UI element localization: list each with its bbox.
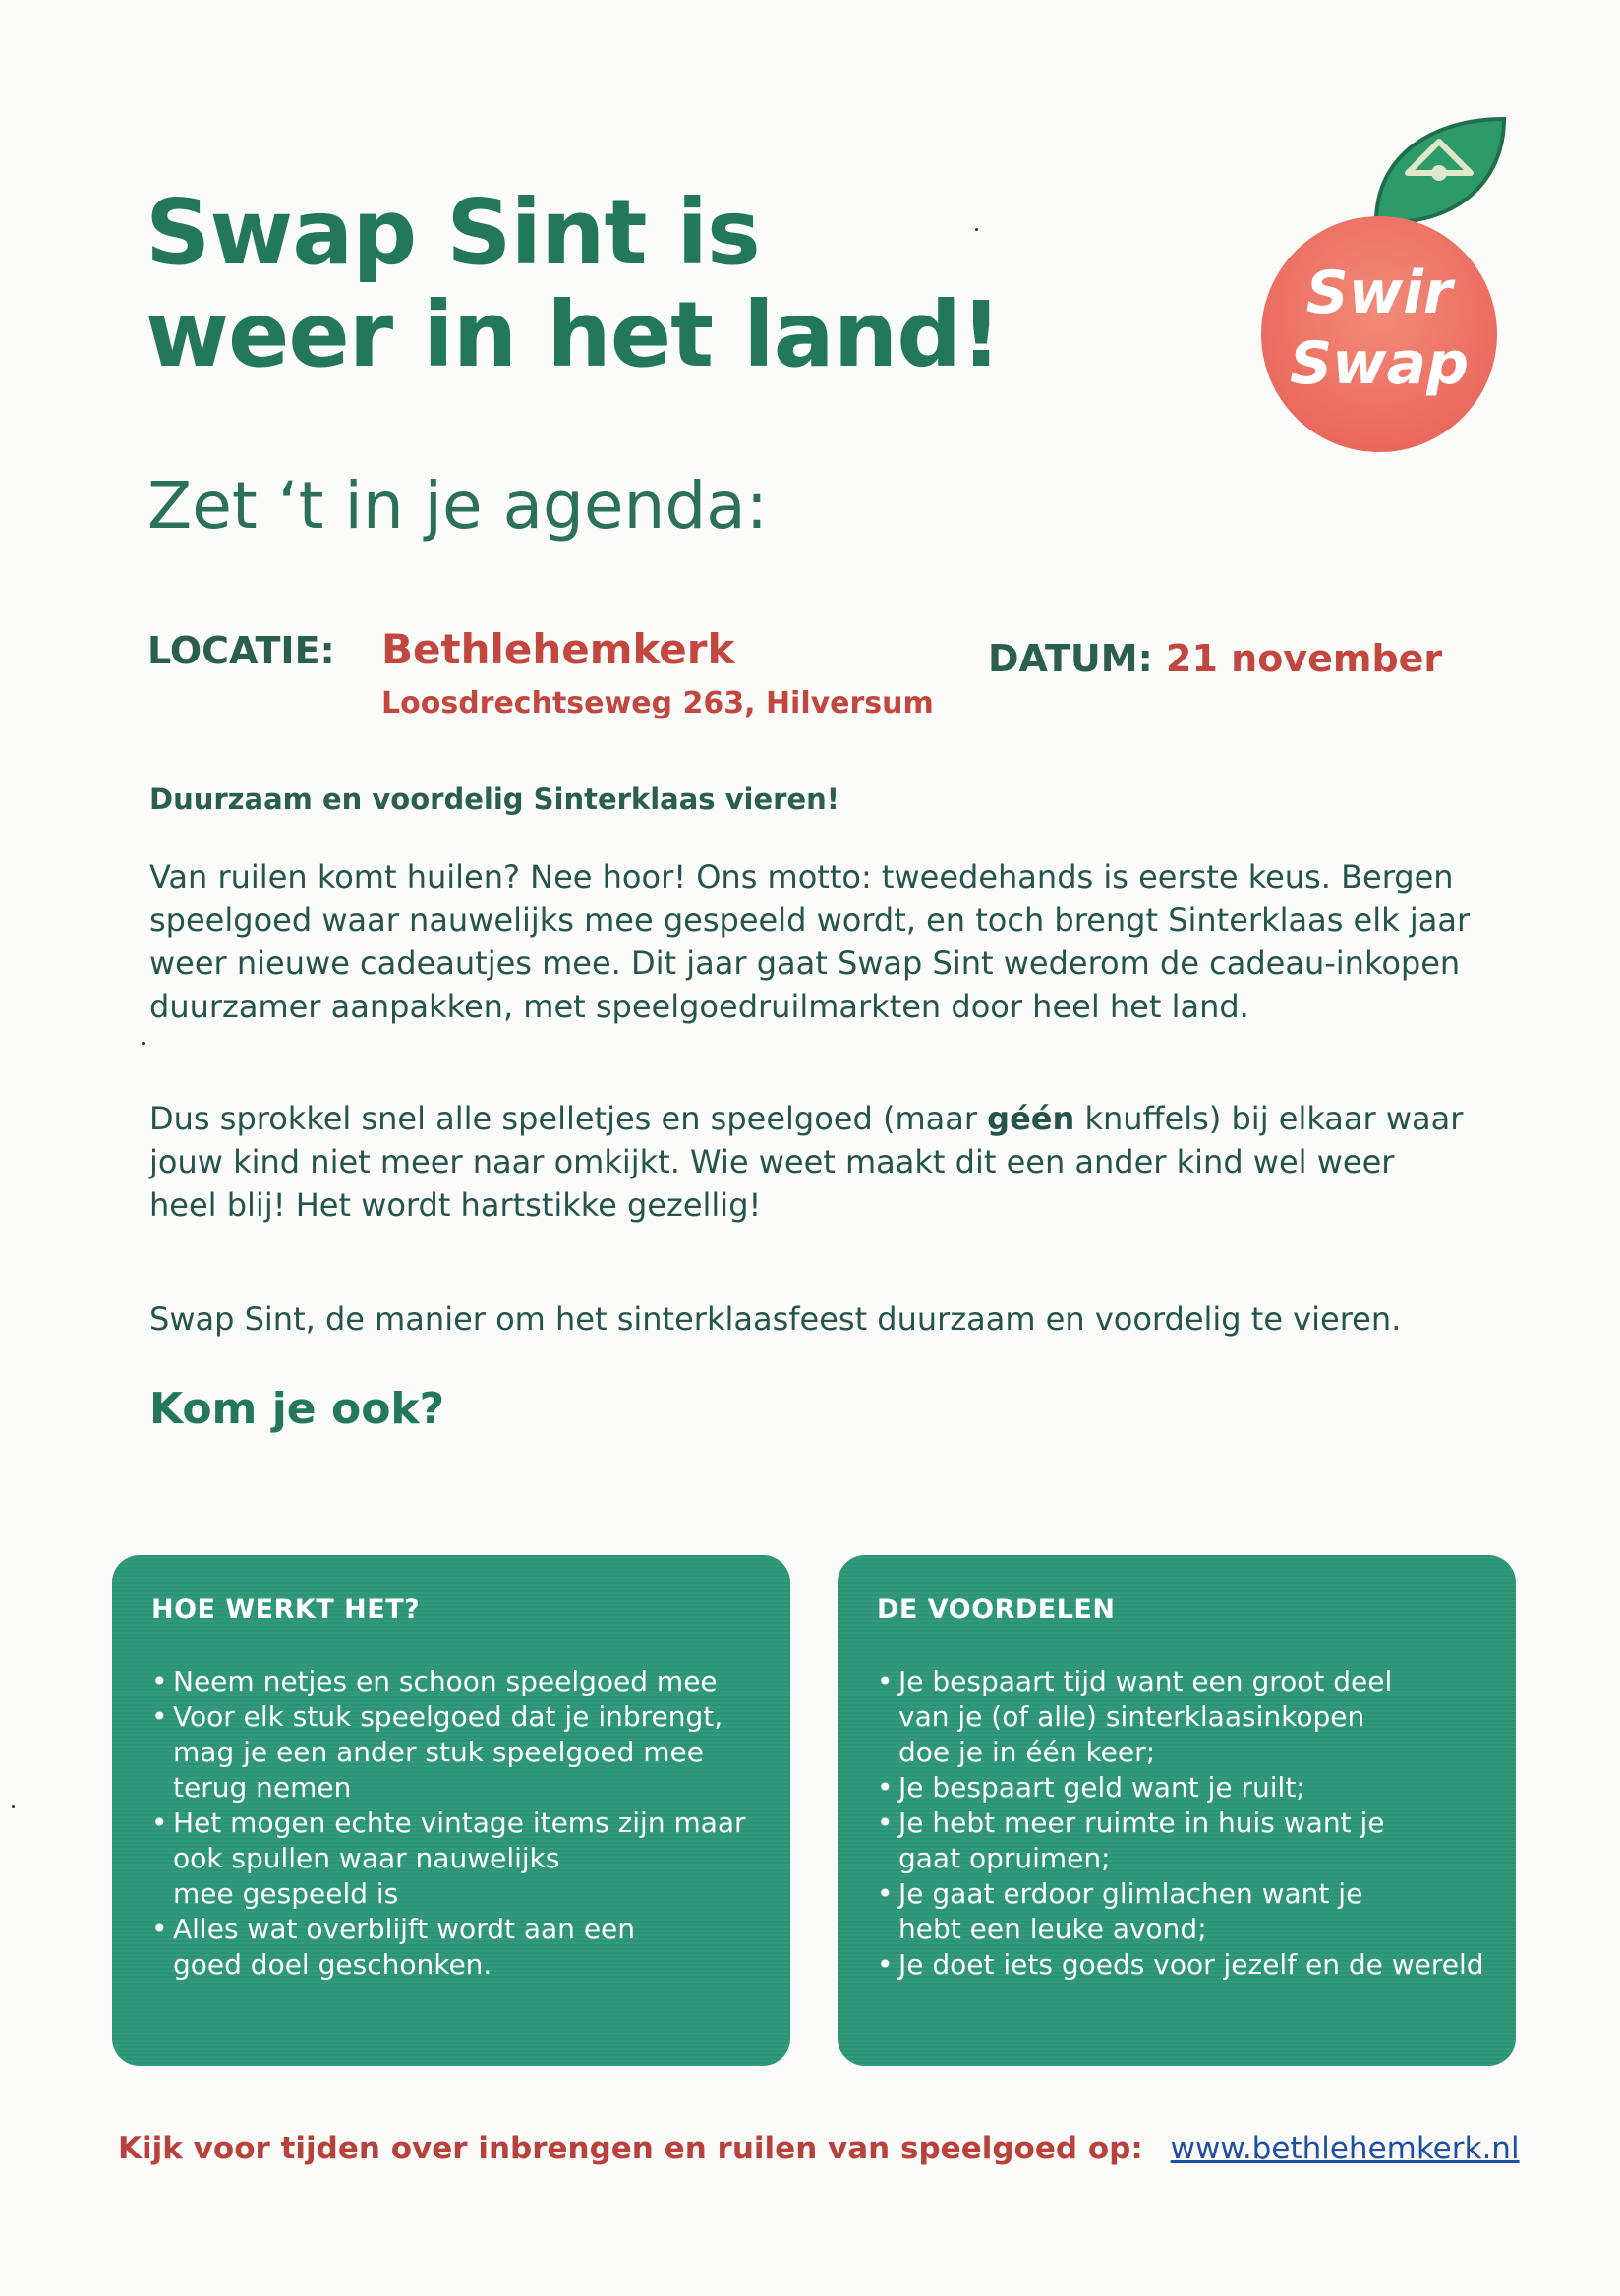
- location-address: Loosdrechtseweg 263, Hilversum: [381, 686, 934, 720]
- paragraph-line: duurzamer aanpakken, met speelgoedruilmarkten door heel het land.: [149, 988, 1249, 1025]
- location-name: Bethlehemkerk: [381, 625, 735, 673]
- recycle-leaf-icon: [1357, 114, 1514, 232]
- list-item-line: goed doel geschonken.: [173, 1948, 492, 1980]
- location-label: LOCATIE:: [147, 629, 335, 672]
- list-item: [877, 1770, 1476, 1806]
- box-title: DE VOORDELEN: [877, 1594, 1116, 1625]
- list-item-line: mag je een ander stuk speelgoed mee: [173, 1736, 704, 1768]
- list-item-line: • Je doet iets goeds voor jezelf en de wereld: [898, 1948, 1484, 1980]
- scan-speck: [975, 228, 978, 231]
- list-item-line: ook spullen waar nauwelijks: [173, 1842, 560, 1874]
- paragraph-2: [149, 1097, 1464, 1227]
- paragraph-line: [149, 1097, 1464, 1140]
- list-item-line: van je (of alle) sinterklaasinkopen: [898, 1700, 1365, 1733]
- paragraph-line: Van ruilen komt huilen? Nee hoor! Ons motto: tweedehands is eerste keus. Bergen: [149, 858, 1454, 895]
- page-title: [145, 182, 1227, 386]
- title-line-2: weer in het land!: [145, 281, 1002, 387]
- list-item-line: terug nemen: [173, 1771, 352, 1804]
- list-item: [151, 1912, 751, 1982]
- list-item-line: • Je bespaart geld want je ruilt;: [898, 1771, 1305, 1804]
- paragraph-line: heel blij! Het wordt hartstikke gezellig!: [149, 1186, 762, 1224]
- list-item: [877, 1664, 1476, 1770]
- scan-speck: [142, 1042, 145, 1045]
- date: [988, 637, 1442, 680]
- list-item-line: • Je bespaart tijd want een groot deel: [898, 1665, 1393, 1697]
- list-item: [877, 1947, 1484, 1982]
- logo-line-2: Swap: [1289, 329, 1470, 398]
- lead-text: Duurzaam en voordelig Sinterklaas vieren!: [149, 782, 840, 816]
- list-item-line: • Het mogen echte vintage items zijn maar: [173, 1807, 746, 1839]
- box-title: HOE WERKT HET?: [151, 1594, 421, 1625]
- emphasis: géén: [987, 1100, 1075, 1137]
- benefits-box: [838, 1555, 1516, 2066]
- how-it-works-box: [112, 1555, 790, 2066]
- list-item-line: • Je gaat erdoor glimlachen want je: [898, 1877, 1363, 1910]
- text-segment: Dus sprokkel snel alle spelletjes en speelgoed (maar: [149, 1100, 988, 1137]
- list-item: [877, 1876, 1476, 1947]
- benefits-list: [877, 1664, 1484, 1982]
- paragraph-line: weer nieuwe cadeautjes mee. Dit jaar gaat Swap Sint wederom de cadeau-inkopen: [149, 945, 1461, 982]
- list-item: [877, 1806, 1476, 1876]
- scan-speck: [12, 1805, 15, 1808]
- list-item-line: mee gespeeld is: [173, 1877, 399, 1910]
- list-item-line: • Neem netjes en schoon speelgoed mee: [173, 1665, 718, 1697]
- date-value: 21 november: [1166, 637, 1443, 680]
- logo-line-1: Swir: [1305, 258, 1453, 327]
- call-to-action: Kom je ook?: [149, 1384, 445, 1434]
- subtitle: Zet ‘t in je agenda:: [147, 468, 768, 544]
- text-segment: knuffels) bij elkaar waar: [1074, 1100, 1464, 1137]
- paragraph-1: [149, 855, 1471, 1028]
- paragraph-line: speelgoed waar nauwelijks mee gespeeld wordt, en toch brengt Sinterklaas elk jaar: [149, 901, 1471, 939]
- paragraph-line: jouw kind niet meer naar omkijkt. Wie weet maakt dit een ander kind wel weer: [149, 1143, 1395, 1180]
- footer: [118, 2131, 1520, 2166]
- list-item: [151, 1806, 751, 1912]
- title-line-1: Swap Sint is: [145, 180, 760, 285]
- list-item-line: hebt een leuke avond;: [898, 1913, 1207, 1945]
- footer-text: Kijk voor tijden over inbrengen en ruilen van speelgoed op:: [118, 2131, 1143, 2166]
- list-item: [151, 1699, 751, 1806]
- list-item-line: gaat opruimen;: [898, 1842, 1111, 1874]
- how-it-works-list: [151, 1664, 751, 1982]
- list-item: [151, 1664, 751, 1699]
- list-item-line: doe je in één keer;: [898, 1736, 1156, 1768]
- list-item-line: • Voor elk stuk speelgoed dat je inbrengt,: [173, 1700, 723, 1733]
- website-link[interactable]: www.bethlehemkerk.nl: [1170, 2131, 1520, 2166]
- logo: [1261, 258, 1497, 399]
- list-item-line: • Je hebt meer ruimte in huis want je: [898, 1807, 1385, 1839]
- list-item-line: • Alles wat overblijft wordt aan een: [173, 1913, 636, 1945]
- paragraph-3: Swap Sint, de manier om het sinterklaasfeest duurzaam en voordelig te vieren.: [149, 1300, 1402, 1338]
- date-label: DATUM:: [988, 637, 1153, 680]
